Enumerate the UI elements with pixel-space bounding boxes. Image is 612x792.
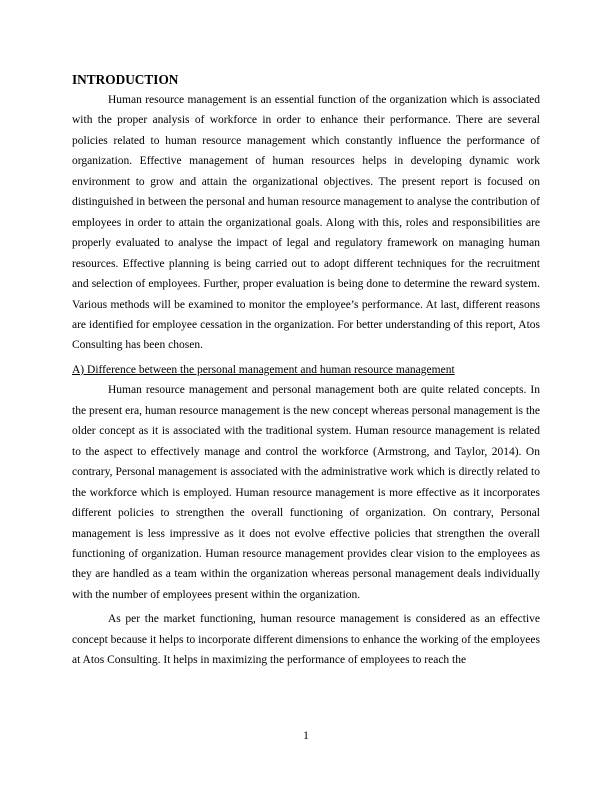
section-a-heading: A) Difference between the personal management and human resource management [72, 363, 455, 376]
page-content [72, 70, 540, 671]
page-number: 1 [303, 730, 309, 742]
introduction-heading: INTRODUCTION [72, 72, 179, 87]
section-a-paragraph-1: Human resource management and personal management both are quite related concepts. In the present era, human resource management is the new concept whereas personal management is the older concept as it is associated with the traditional system. Human resource management is related to the aspect to effectively manage and control the workforce (Armstrong, and Taylor, 2014). On contrary, Personal management is associated with the administrative work which is directly related to the workforce which is employed. Human resource management is more effective as it incorporates different policies to strengthen the overall functioning of organization. On contrary, Personal management is less impressive as it does not evolve effective policies that strengthen the overall functioning of organization. Human resource management provides clear vision to the employees as they are handled as a team within the organization whereas personal management deals individually with the number of employees present within the organization. [72, 384, 540, 601]
intro-paragraph: Human resource management is an essential function of the organization which is associated with the proper analysis of workforce in order to enhance their performance. There are several policies related to human resource management which constantly influence the performance of organization. Effective management of human resources helps in developing dynamic work environment to grow and attain the organizational objectives. The present report is focused on distinguished in between the personal and human resource management to analyse the contribution of employees in order to attain the organizational goals. Along with this, roles and responsibilities are properly evaluated to analyse the impact of legal and regulatory framework on managing human resources. Effective planning is being carried out to adopt different techniques for the recruitment and selection of employees. Further, proper evaluation is being done to determine the reward system. Various methods will be examined to monitor the employee’s performance. At last, different reasons are identified for employee cessation in the organization. For better understanding of this report, Atos Consulting has been chosen. [72, 94, 540, 352]
section-a-paragraph-2: As per the market functioning, human resource management is considered as an effective concept because it helps to incorporate different dimensions to enhance the working of the employees at Atos Consulting. It helps in maximizing the performance of employees to reach the [72, 613, 540, 667]
